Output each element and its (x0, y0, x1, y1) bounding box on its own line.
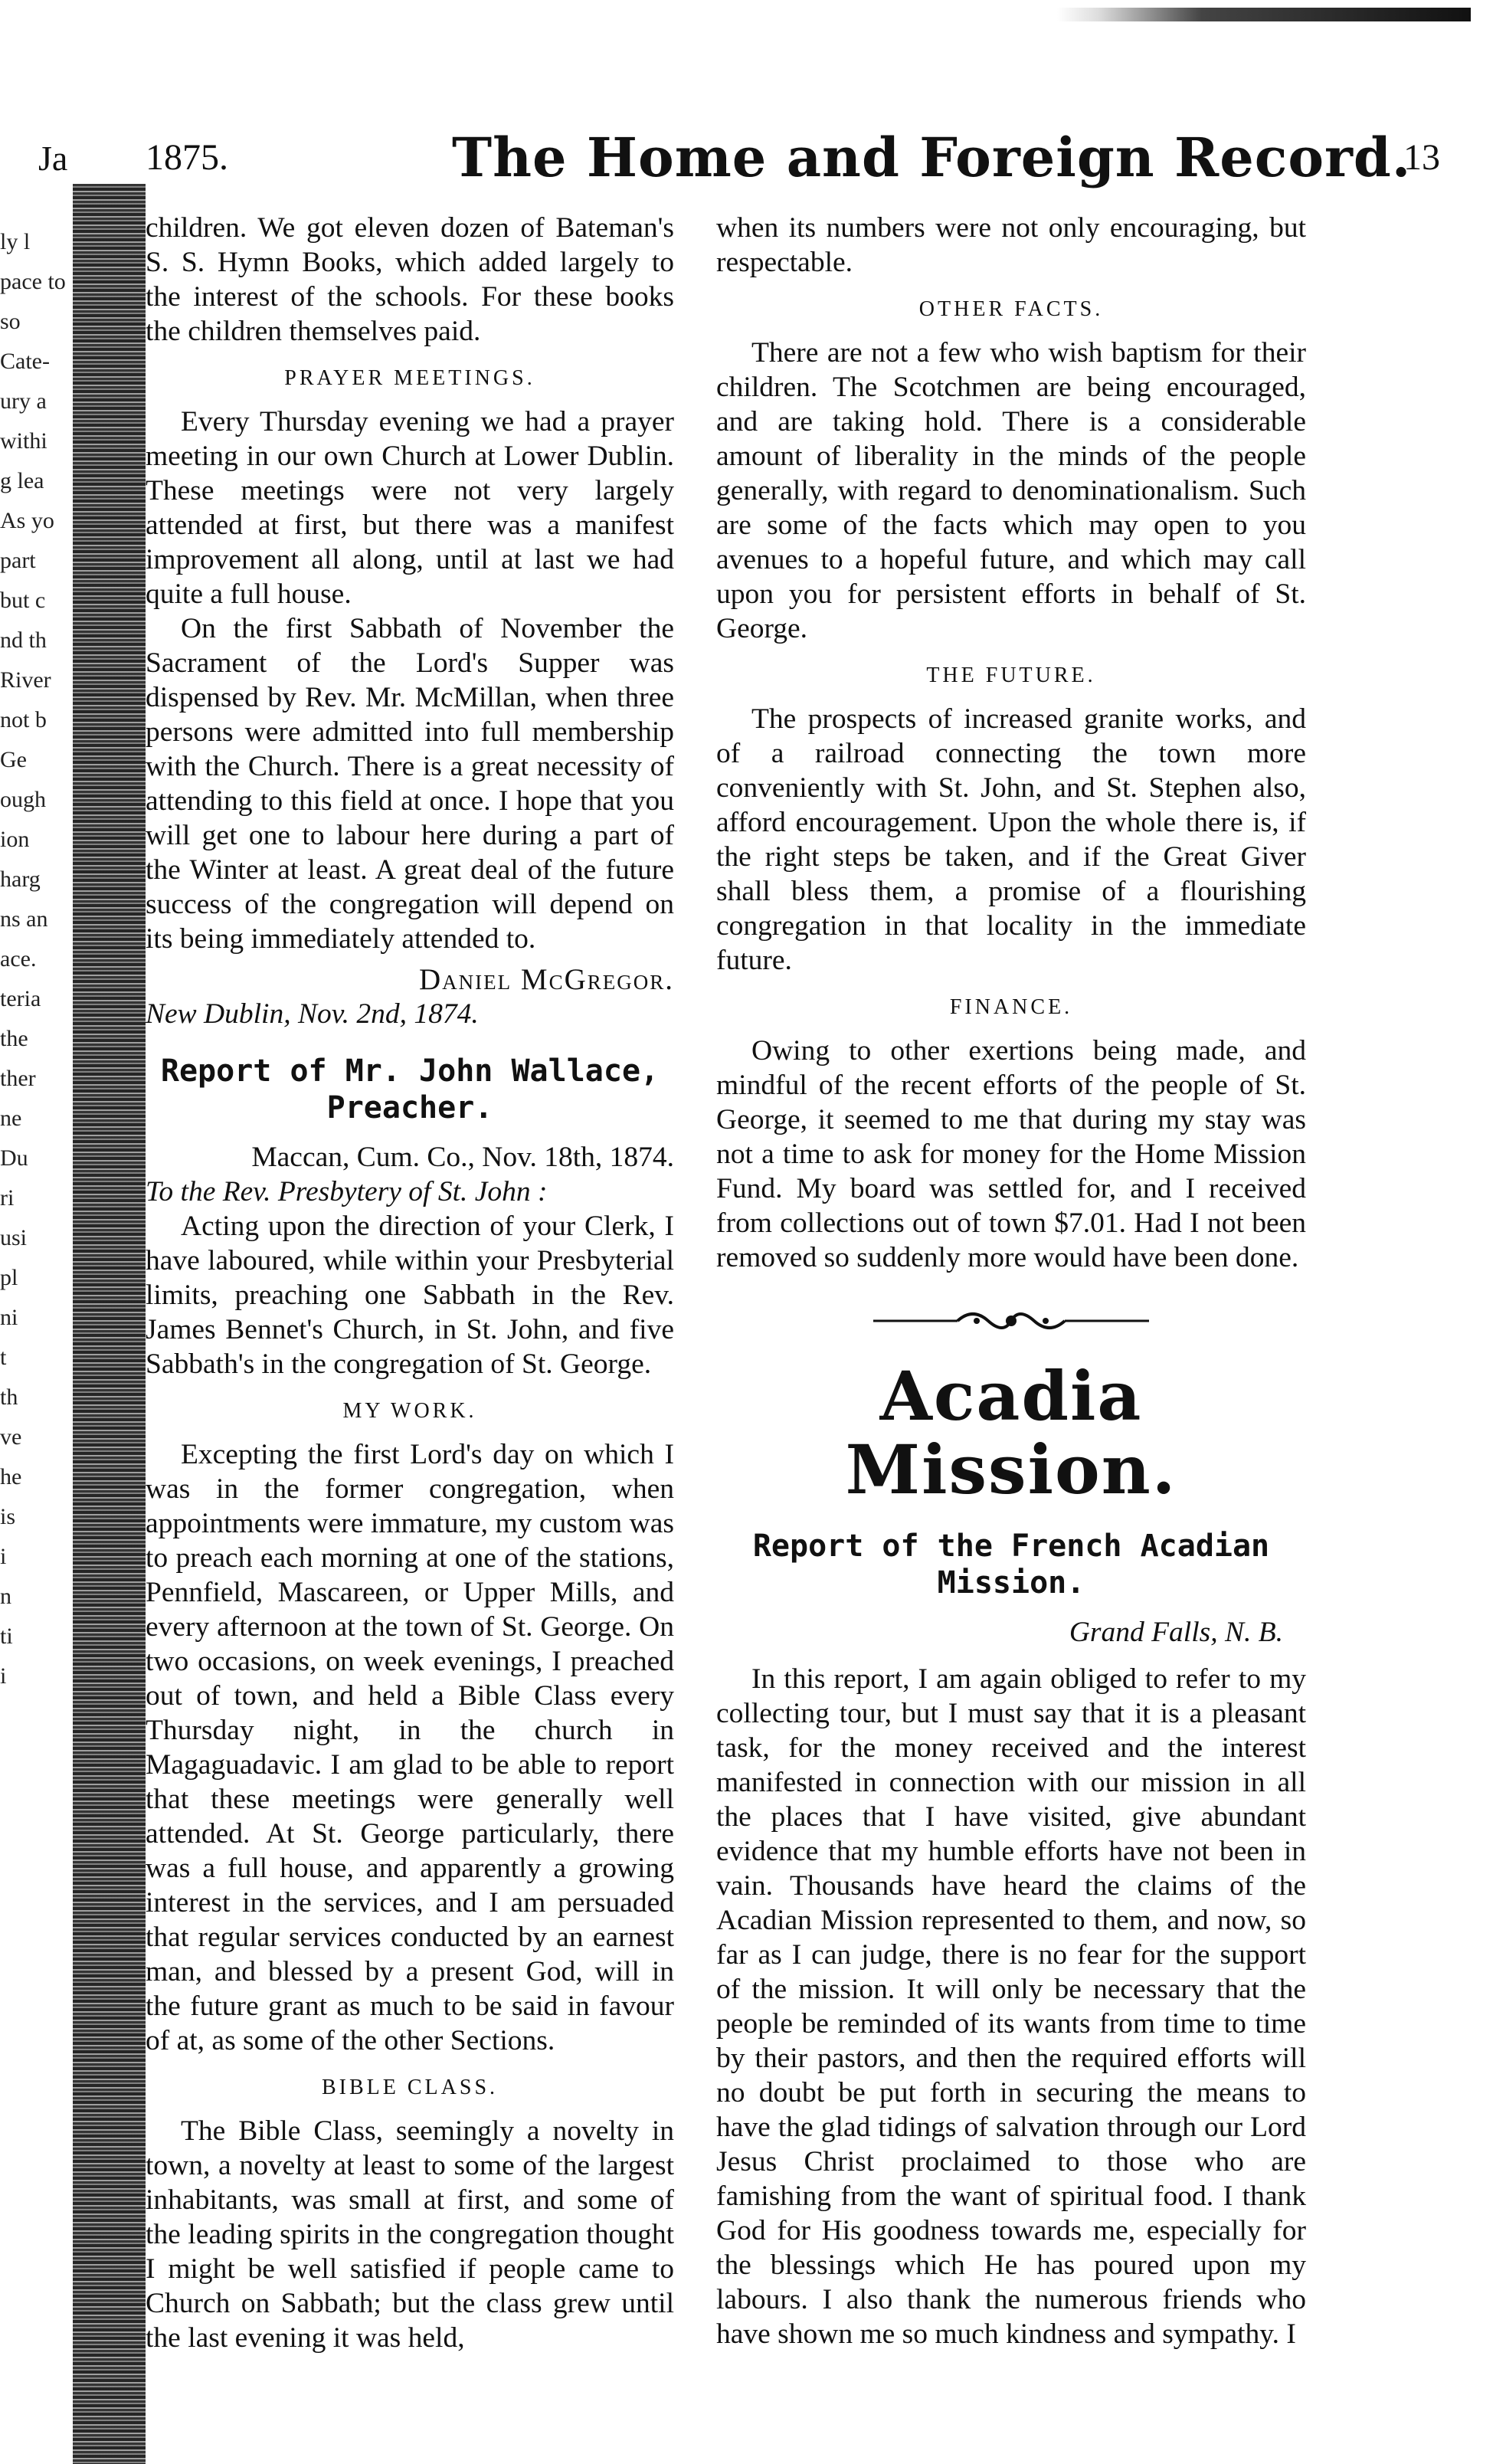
margin-fragment: nd th (0, 627, 47, 653)
margin-fragment: harg (0, 867, 41, 892)
margin-fragment: ther (0, 1066, 36, 1091)
margin-fragment: ni (0, 1305, 18, 1330)
left-opening-paragraph: children. We got eleven dozen of Bateman's S. S. Hymn Books, which added largely to the interest of the schools. For these books the children themselves paid. (146, 212, 674, 347)
margin-fragment: is (0, 1504, 16, 1529)
signature-place: New Dublin, Nov. 2nd, 1874. (146, 998, 479, 1030)
margin-fragment: As yo (0, 508, 54, 533)
margin-fragment: not b (0, 707, 47, 732)
left-column (146, 211, 674, 2355)
margin-fragment: ve (0, 1424, 22, 1450)
margin-fragment: the (0, 1026, 28, 1051)
margin-fragment: pl (0, 1265, 18, 1290)
bible-class-heading: BIBLE CLASS. (321, 2076, 499, 2099)
future-heading: THE FUTURE. (926, 664, 1096, 687)
margin-fragment: ri (0, 1185, 15, 1211)
margin-fragment: i (0, 1544, 7, 1569)
margin-fragment: i (0, 1663, 7, 1689)
acadian-report-place: Grand Falls, N. B. (1069, 1617, 1283, 1648)
binding-shadow (73, 184, 146, 2464)
wallace-report-place: Maccan, Cum. Co., Nov. 18th, 1874. (251, 1142, 674, 1173)
margin-fragment: ough (0, 787, 46, 812)
finance-paragraph: Owing to other exertions being made, and mindful of the recent efforts of the people of St. George, it seemed to me that during my stay was not a time to ask for money for the Home Mission Fund. My board was settled for, and I received from collections out of town $7.01. Had I not been removed so suddenly more would have been done. (716, 1035, 1306, 1273)
finance-heading: FINANCE. (949, 995, 1073, 1019)
running-header (38, 115, 1463, 189)
addressee: To the Rev. Presbytery of St. John : (146, 1176, 548, 1207)
prayer-paragraph-2: On the first Sabbath of November the Sacrament of the Lord's Supper was dispensed by Rev. Mr. McMillan, when three persons were admitted into full membership with the Church. There is a great necessity of attending to this field at once. I hope that you will get one to labour here during a part of the Winter at least. A great deal of the future success of the congregation will depend on its being immediately attended to. (146, 613, 674, 955)
margin-fragment: ly l (0, 229, 31, 254)
prayer-meetings-heading: PRAYER MEETINGS. (284, 366, 535, 390)
binding-gutter (0, 92, 146, 2390)
acadia-mission-heading: Acadia Mission. (845, 1356, 1177, 1509)
margin-fragment: Cate- (0, 349, 50, 374)
margin-fragment: Du (0, 1145, 28, 1171)
margin-fragment: t (0, 1345, 7, 1370)
signature: Daniel McGregor. (419, 963, 674, 996)
wallace-report-title: Report of Mr. John Wallace, Preacher. (160, 1053, 660, 1126)
margin-fragment: part (0, 548, 36, 573)
other-facts-paragraph: There are not a few who wish baptism for their children. The Scotchmen are being encouraged, and are taking hold. There is a considerable amount of liberality in the minds of the people generally, with regard to denominationalism. Such are some of the facts which may open to you avenues to a hopeful future, and which may call upon you for persistent efforts in behalf of St. George. (716, 337, 1306, 644)
margin-fragment: Ge (0, 747, 27, 772)
margin-fragment: ns an (0, 906, 48, 932)
margin-fragment: but c (0, 588, 46, 613)
header-left-fragment: Ja (38, 139, 68, 178)
margin-fragment: he (0, 1464, 22, 1489)
margin-fragment: n (0, 1584, 11, 1609)
acadian-report-title: Report of the French Acadian Mission. (752, 1529, 1270, 1601)
header-title: The Home and Foreign Record. (452, 126, 1412, 189)
margin-fragment: ti (0, 1624, 13, 1649)
margin-fragment: so (0, 309, 21, 334)
margin-fragment: usi (0, 1225, 28, 1250)
margin-fragment: ne (0, 1106, 22, 1131)
bible-paragraph-1: The Bible Class, seemingly a novelty in town, a novelty at least to some of the largest inhabitants, was small at first, and some of the leading spirits in the congregation thought I might be well satisfied if people came to Church on Sabbath; but the class grew until the last evening it was held, (146, 2115, 674, 2354)
margin-fragment: River (0, 667, 51, 693)
ornament-rule-icon (866, 1306, 1157, 1336)
acadian-report-paragraph: In this report, I am again obliged to refer to my collecting tour, but I must say that it is a pleasant task, for the money received and the interest manifested in connection with our mission in all the places that I have visited, give abundant evidence that my humble efforts have not been in vain. Thousands have heard the claims of the Acadian Mission represented to them, and now, so far as I can judge, there is no fear for the support of the mission. It will only be necessary that the people be reminded of its wants from time to time by their pastors, and then the required efforts will no doubt be put forth in securing the means to have the glad tidings of salvation through our Lord Jesus Christ proclaimed to those who are famishing from the want of spiritual food. I thank God for His goodness towards me, especially for the blessings which He has poured upon my labours. I also thank the numerous friends who have shown me so much kindness and sympathy. I (716, 1663, 1306, 2350)
margin-fragment: th (0, 1384, 18, 1410)
right-opening-paragraph: when its numbers were not only encouraging, but respectable. (716, 212, 1306, 278)
prayer-paragraph-1: Every Thursday evening we had a prayer meeting in our own Church at Lower Dublin. These meetings were not very largely attended at first, but there was a manifest improvement all along, until at last we had quite a full house. (146, 406, 674, 610)
margin-fragment: pace to (0, 269, 66, 294)
report-paragraph-1: Acting upon the direction of your Clerk, I have laboured, while within your Presbyterial limits, preaching one Sabbath in the Rev. James Bennet's Church, in St. John, and five Sabbath's in the congregation of St. George. (146, 1211, 674, 1380)
other-facts-heading: OTHER FACTS. (918, 297, 1104, 321)
margin-fragment: ury a (0, 388, 47, 414)
margin-fragment: ace. (0, 946, 37, 972)
margin-fragment: g lea (0, 468, 44, 493)
margin-fragment: ion (0, 827, 30, 852)
corner-rule (1057, 8, 1471, 21)
my-work-heading: MY WORK. (342, 1399, 477, 1423)
page-number: 13 (1403, 137, 1440, 178)
header-year: 1875. (146, 137, 228, 178)
future-paragraph: The prospects of increased granite works, and of a railroad connecting the town more conveniently with St. John, and St. Stephen also, afford encouragement. Upon the whole there is, if the right steps be taken, and if the Great Giver shall bless them, a promise of a flourishing congregation in that locality in the immediate future. (716, 703, 1306, 976)
margin-fragment: teria (0, 986, 41, 1011)
margin-fragments (0, 222, 84, 1696)
work-paragraph-1: Excepting the first Lord's day on which I was in the former congregation, when appointments were immature, my custom was to preach each morning at one of the stations, Pennfield, Mascareen, or Upper Mills, and every afternoon at the town of St. George. On two occasions, on week evenings, I preached out of town, and held a Bible Class every Thursday night, in the church in Magaguadavic. I am glad to be able to report that these meetings were generally well attended. At St. George particularly, there was a full house, and apparently a growing interest in the services, and I am persuaded that regular services conducted by an earnest man, and blessed by a present God, will in the future grant as much to be said in favour of at, as some of the other Sections. (146, 1439, 674, 2056)
margin-fragment: withi (0, 428, 47, 454)
ornament-divider (716, 1298, 1306, 1344)
right-column (716, 211, 1306, 2351)
